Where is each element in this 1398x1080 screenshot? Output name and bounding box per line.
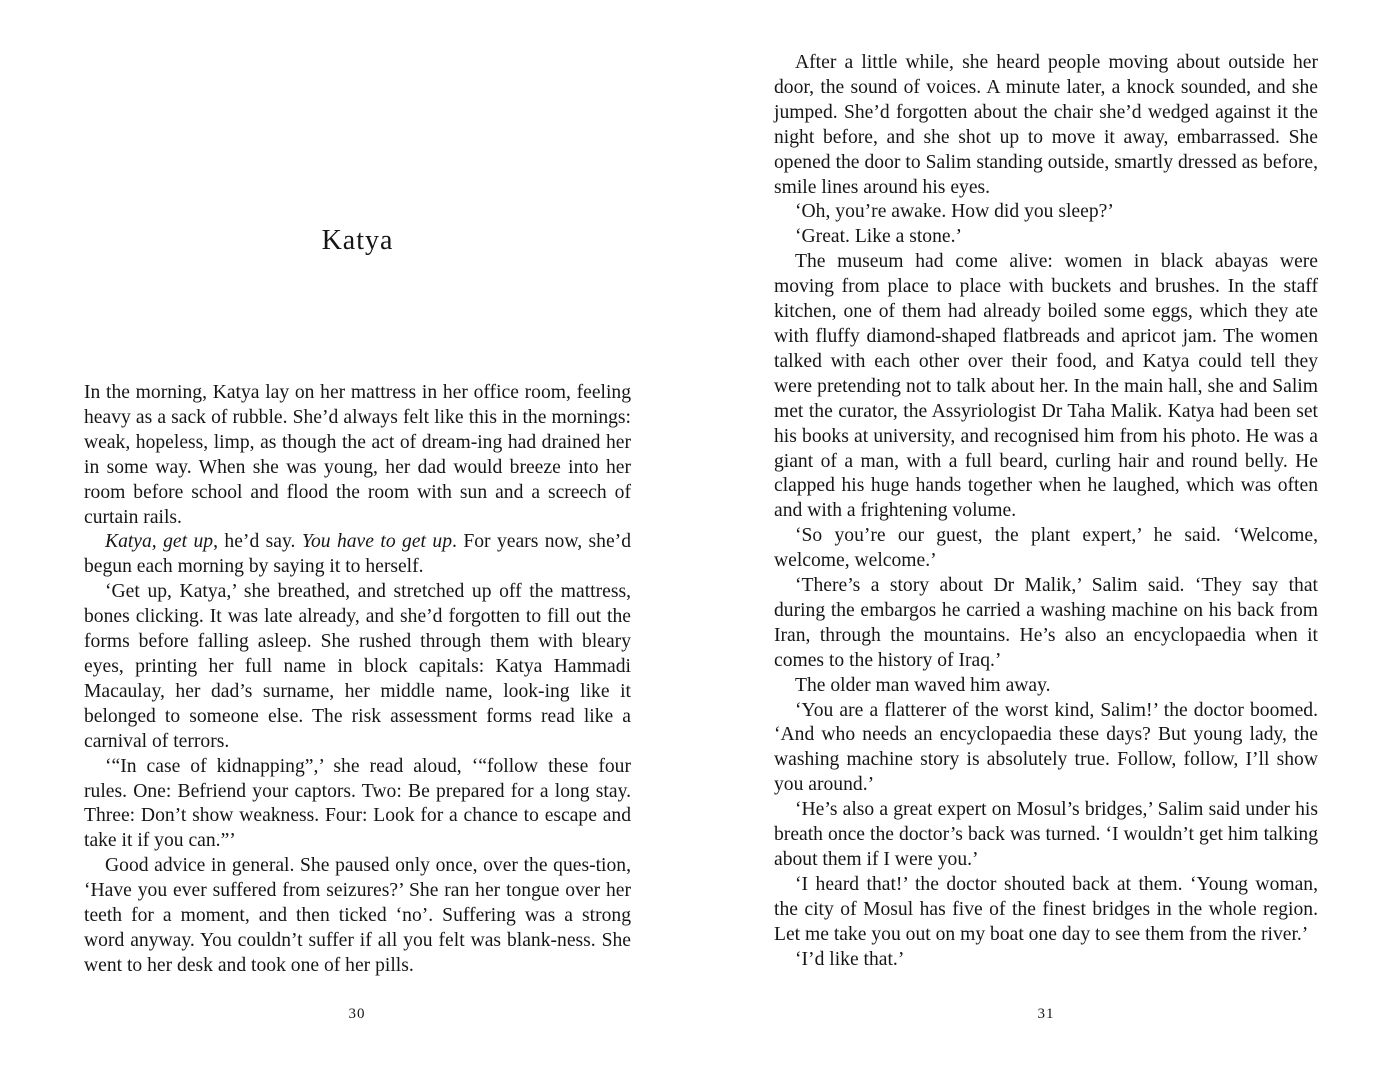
paragraph xyxy=(84,530,631,580)
paragraph: ‘Great. Like a stone.’ xyxy=(795,226,963,248)
paragraph: Good advice in general. She paused only once, over the ques-tion, ‘Have you ever suffered from seizures?’ She ran her tongue over her teeth for a moment, and then ticked ‘no’. Suffering was a strong word anyway. You couldn’t suffer if all you felt was blank-ness. She went to her desk and took one of her pills. xyxy=(84,855,631,976)
left-page-body xyxy=(84,381,631,979)
paragraph: The museum had come alive: women in black abayas were moving from place to place with buckets and brushes. In the staff kitchen, one of them had already boiled some eggs, which they ate with fluffy diamond-shaped flatbreads and apricot jam. The women talked with each other over their food, and Katya could tell they were pretending not to talk about her. In the main hall, she and Salim met the curator, the Assyriologist Dr Taha Malik. Katya had been set his books at university, and recognised him from his photo. He was a giant of a man, with a full beard, curling hair and round belly. He clapped his huge hands together when he laughed, which was often and with a frightening volume. xyxy=(774,251,1318,522)
paragraph: In the morning, Katya lay on her mattress in her office room, feeling heavy as a sack of rubble. She’d always felt like this in the mornings: weak, hopeless, limp, as though the act of dream-ing had drained her in some way. When she was young, her dad would breeze into her room before school and flood the room with sun and a screech of curtain rails. xyxy=(84,382,631,528)
paragraph: ‘Get up, Katya,’ she breathed, and stretched up off the mattress, bones clicking. It was late already, and she’d forgotten to fill out the forms before falling asleep. She rushed through them with bleary eyes, printing her full name in block capitals: Katya Hammadi Macaulay, her dad’s surname, her middle name, look-ing like it belonged to someone else. The risk assessment forms read like a carnival of terrors. xyxy=(84,581,631,752)
page-number: 30 xyxy=(348,1006,366,1022)
text-run: , he’d say. xyxy=(213,531,302,553)
paragraph: ‘There’s a story about Dr Malik,’ Salim said. ‘They say that during the embargos he carried a washing machine on his back from Iran, through the mountains. He’s also an encyclopaedia when it comes to the history of Iraq.’ xyxy=(774,575,1318,671)
paragraph: The older man waved him away. xyxy=(795,674,1051,696)
chapter-title: Katya xyxy=(321,225,394,256)
page-number: 31 xyxy=(1037,1006,1055,1022)
paragraph: ‘I heard that!’ the doctor shouted back at them. ‘Young woman, the city of Mosul has five of the finest bridges in the whole region. Let me take you out on my boat one day to see them from the river.’ xyxy=(774,873,1318,945)
paragraph: ‘Oh, you’re awake. How did you sleep?’ xyxy=(795,201,1114,223)
paragraph: ‘I’d like that.’ xyxy=(795,948,905,970)
right-page-body xyxy=(774,51,1318,973)
right-page xyxy=(699,0,1398,1080)
italic-text: Katya, get up xyxy=(105,531,214,553)
paragraph: ‘He’s also a great expert on Mosul’s bridges,’ Salim said under his breath once the doctor’s back was turned. ‘I wouldn’t get him talking about them if I were you.’ xyxy=(774,799,1318,870)
paragraph: ‘“In case of kidnapping”,’ she read aloud, ‘“follow these four rules. One: Befriend your captors. Two: Be prepared for a long stay. Three: Don’t show weakness. Four: Look for a chance to escape and take it if you can.”’ xyxy=(84,755,631,852)
italic-text: You have to get up xyxy=(301,531,453,553)
paragraph: ‘You are a flatterer of the worst kind, Salim!’ the doctor boomed. ‘And who needs an encyclopaedia these days? But young lady, the washing machine story is absolutely true. Follow, follow, I’ll show you around.’ xyxy=(774,699,1318,796)
paragraph: ‘So you’re our guest, the plant expert,’ he said. ‘Welcome, welcome, welcome.’ xyxy=(774,525,1318,572)
text-run: . For years now, she’d begun each morning by saying it to herself. xyxy=(84,531,631,578)
paragraph: After a little while, she heard people moving about outside her door, the sound of voices. A minute later, a knock sounded, and she jumped. She’d forgotten about the chair she’d wedged against it the night before, and she shot up to move it away, embarrassed. She opened the door to Salim standing outside, smartly dressed as before, smile lines around his eyes. xyxy=(774,52,1318,198)
